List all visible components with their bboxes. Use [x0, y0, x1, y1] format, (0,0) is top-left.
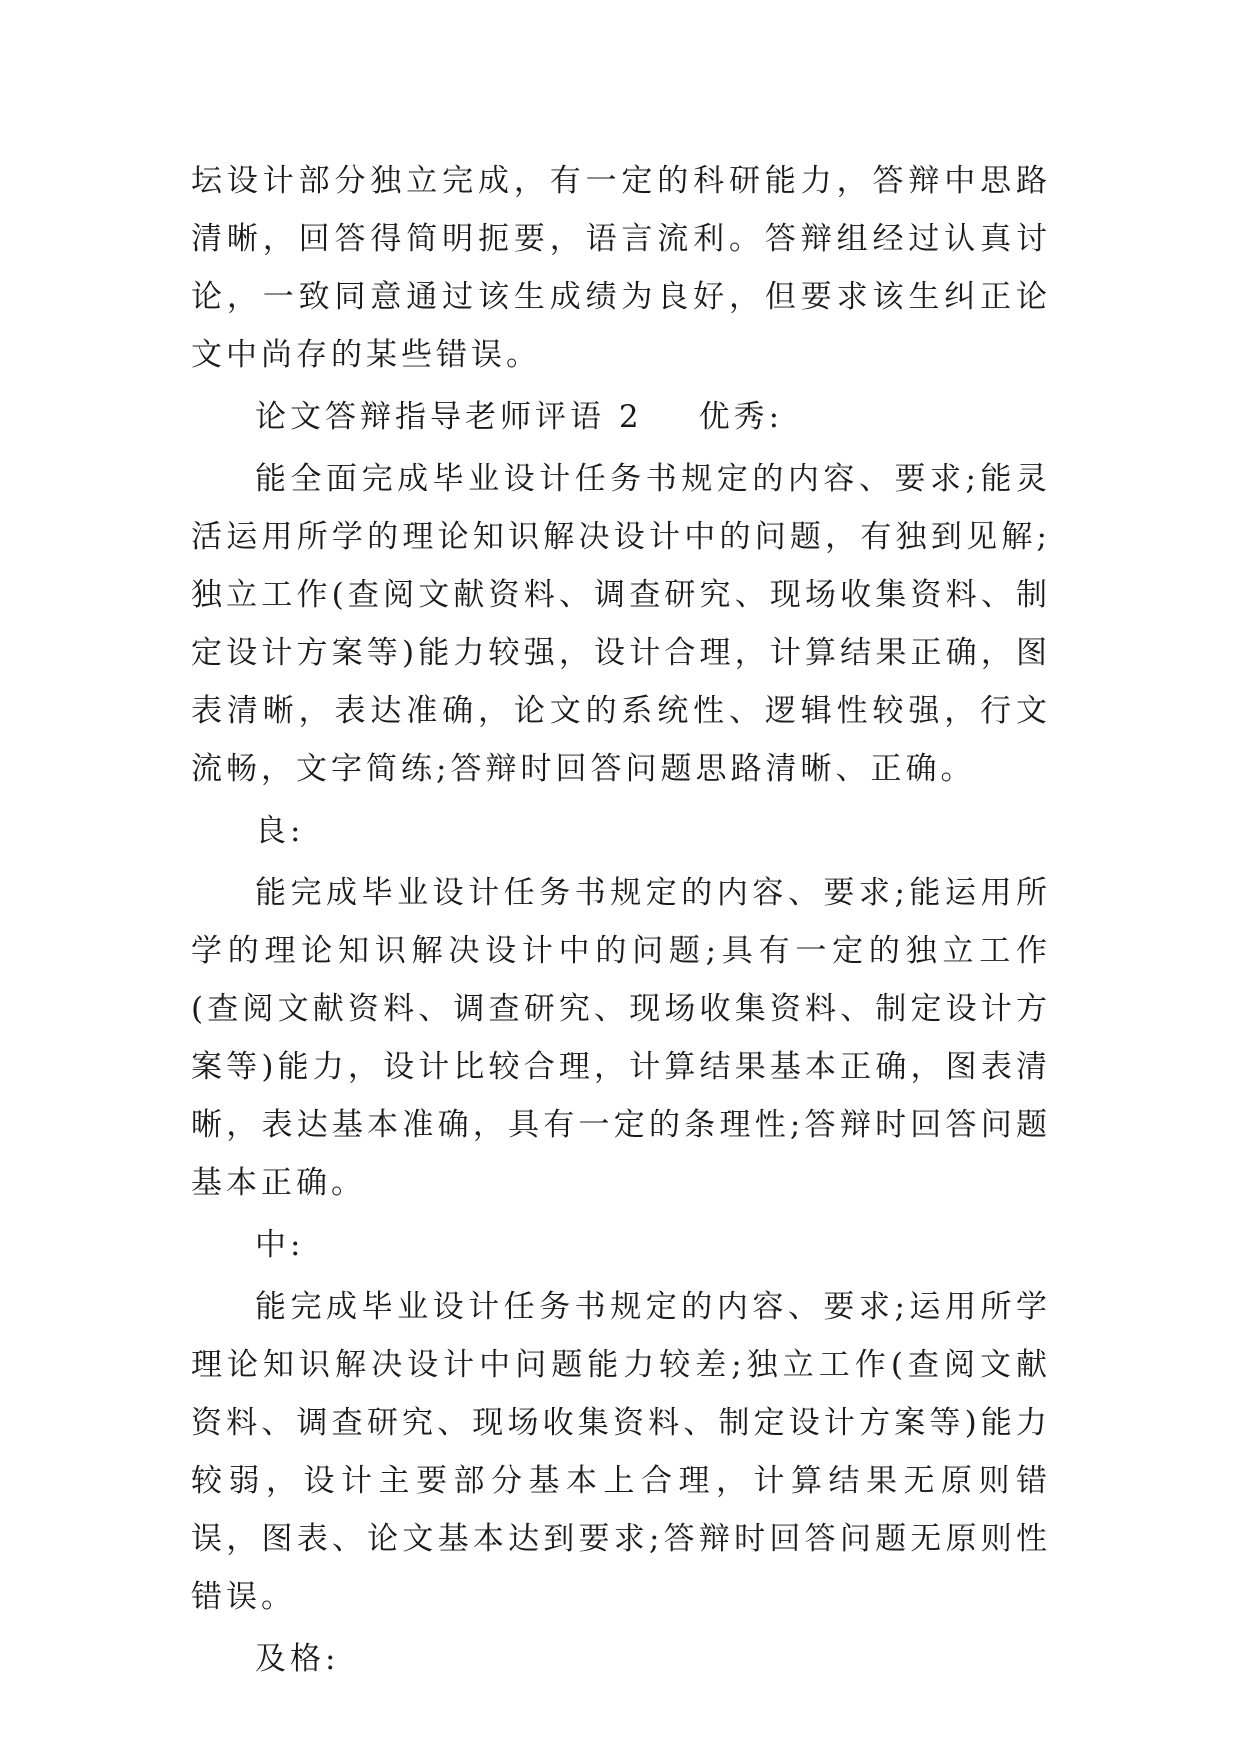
- paragraph-continuation: 坛设计部分独立完成，有一定的科研能力，答辩中思路清晰，回答得简明扼要，语言流利。答辩组经过认真讨论，一致同意通过该生成绩为良好，但要求该生纠正论文中尚存的某些错误。: [191, 163, 1051, 373]
- grade-label-excellent: 优秀:: [698, 399, 784, 435]
- section-heading: [191, 388, 1051, 446]
- grade-label-medium: 中:: [255, 1227, 305, 1263]
- grade-label-good: 良:: [255, 813, 305, 849]
- grade-label-pass: 及格:: [255, 1641, 340, 1677]
- paragraph-excellent: 能全面完成毕业设计任务书规定的内容、要求;能灵活运用所学的理论知识解决设计中的问题，有独到见解;独立工作(查阅文献资料、调查研究、现场收集资料、制定设计方案等)能力较强，设计合理，计算结果正确，图表清晰，表达准确，论文的系统性、逻辑性较强，行文流畅，文字简练;答辩时回答问题思路清晰、正确。: [191, 461, 1051, 787]
- document-body: [191, 152, 1051, 1692]
- paragraph-medium: 能完成毕业设计任务书规定的内容、要求;运用所学理论知识解决设计中问题能力较差;独立工作(查阅文献资料、调查研究、现场收集资料、制定设计方案等)能力较弱，设计主要部分基本上合理，计算结果无原则错误，图表、论文基本达到要求;答辩时回答问题无原则性错误。: [191, 1289, 1051, 1615]
- section-heading-title: 论文答辩指导老师评语 2: [255, 399, 643, 435]
- paragraph-good: 能完成毕业设计任务书规定的内容、要求;能运用所学的理论知识解决设计中的问题;具有一定的独立工作(查阅文献资料、调查研究、现场收集资料、制定设计方案等)能力，设计比较合理，计算结果基本正确，图表清晰，表达基本准确，具有一定的条理性;答辩时回答问题基本正确。: [191, 875, 1051, 1201]
